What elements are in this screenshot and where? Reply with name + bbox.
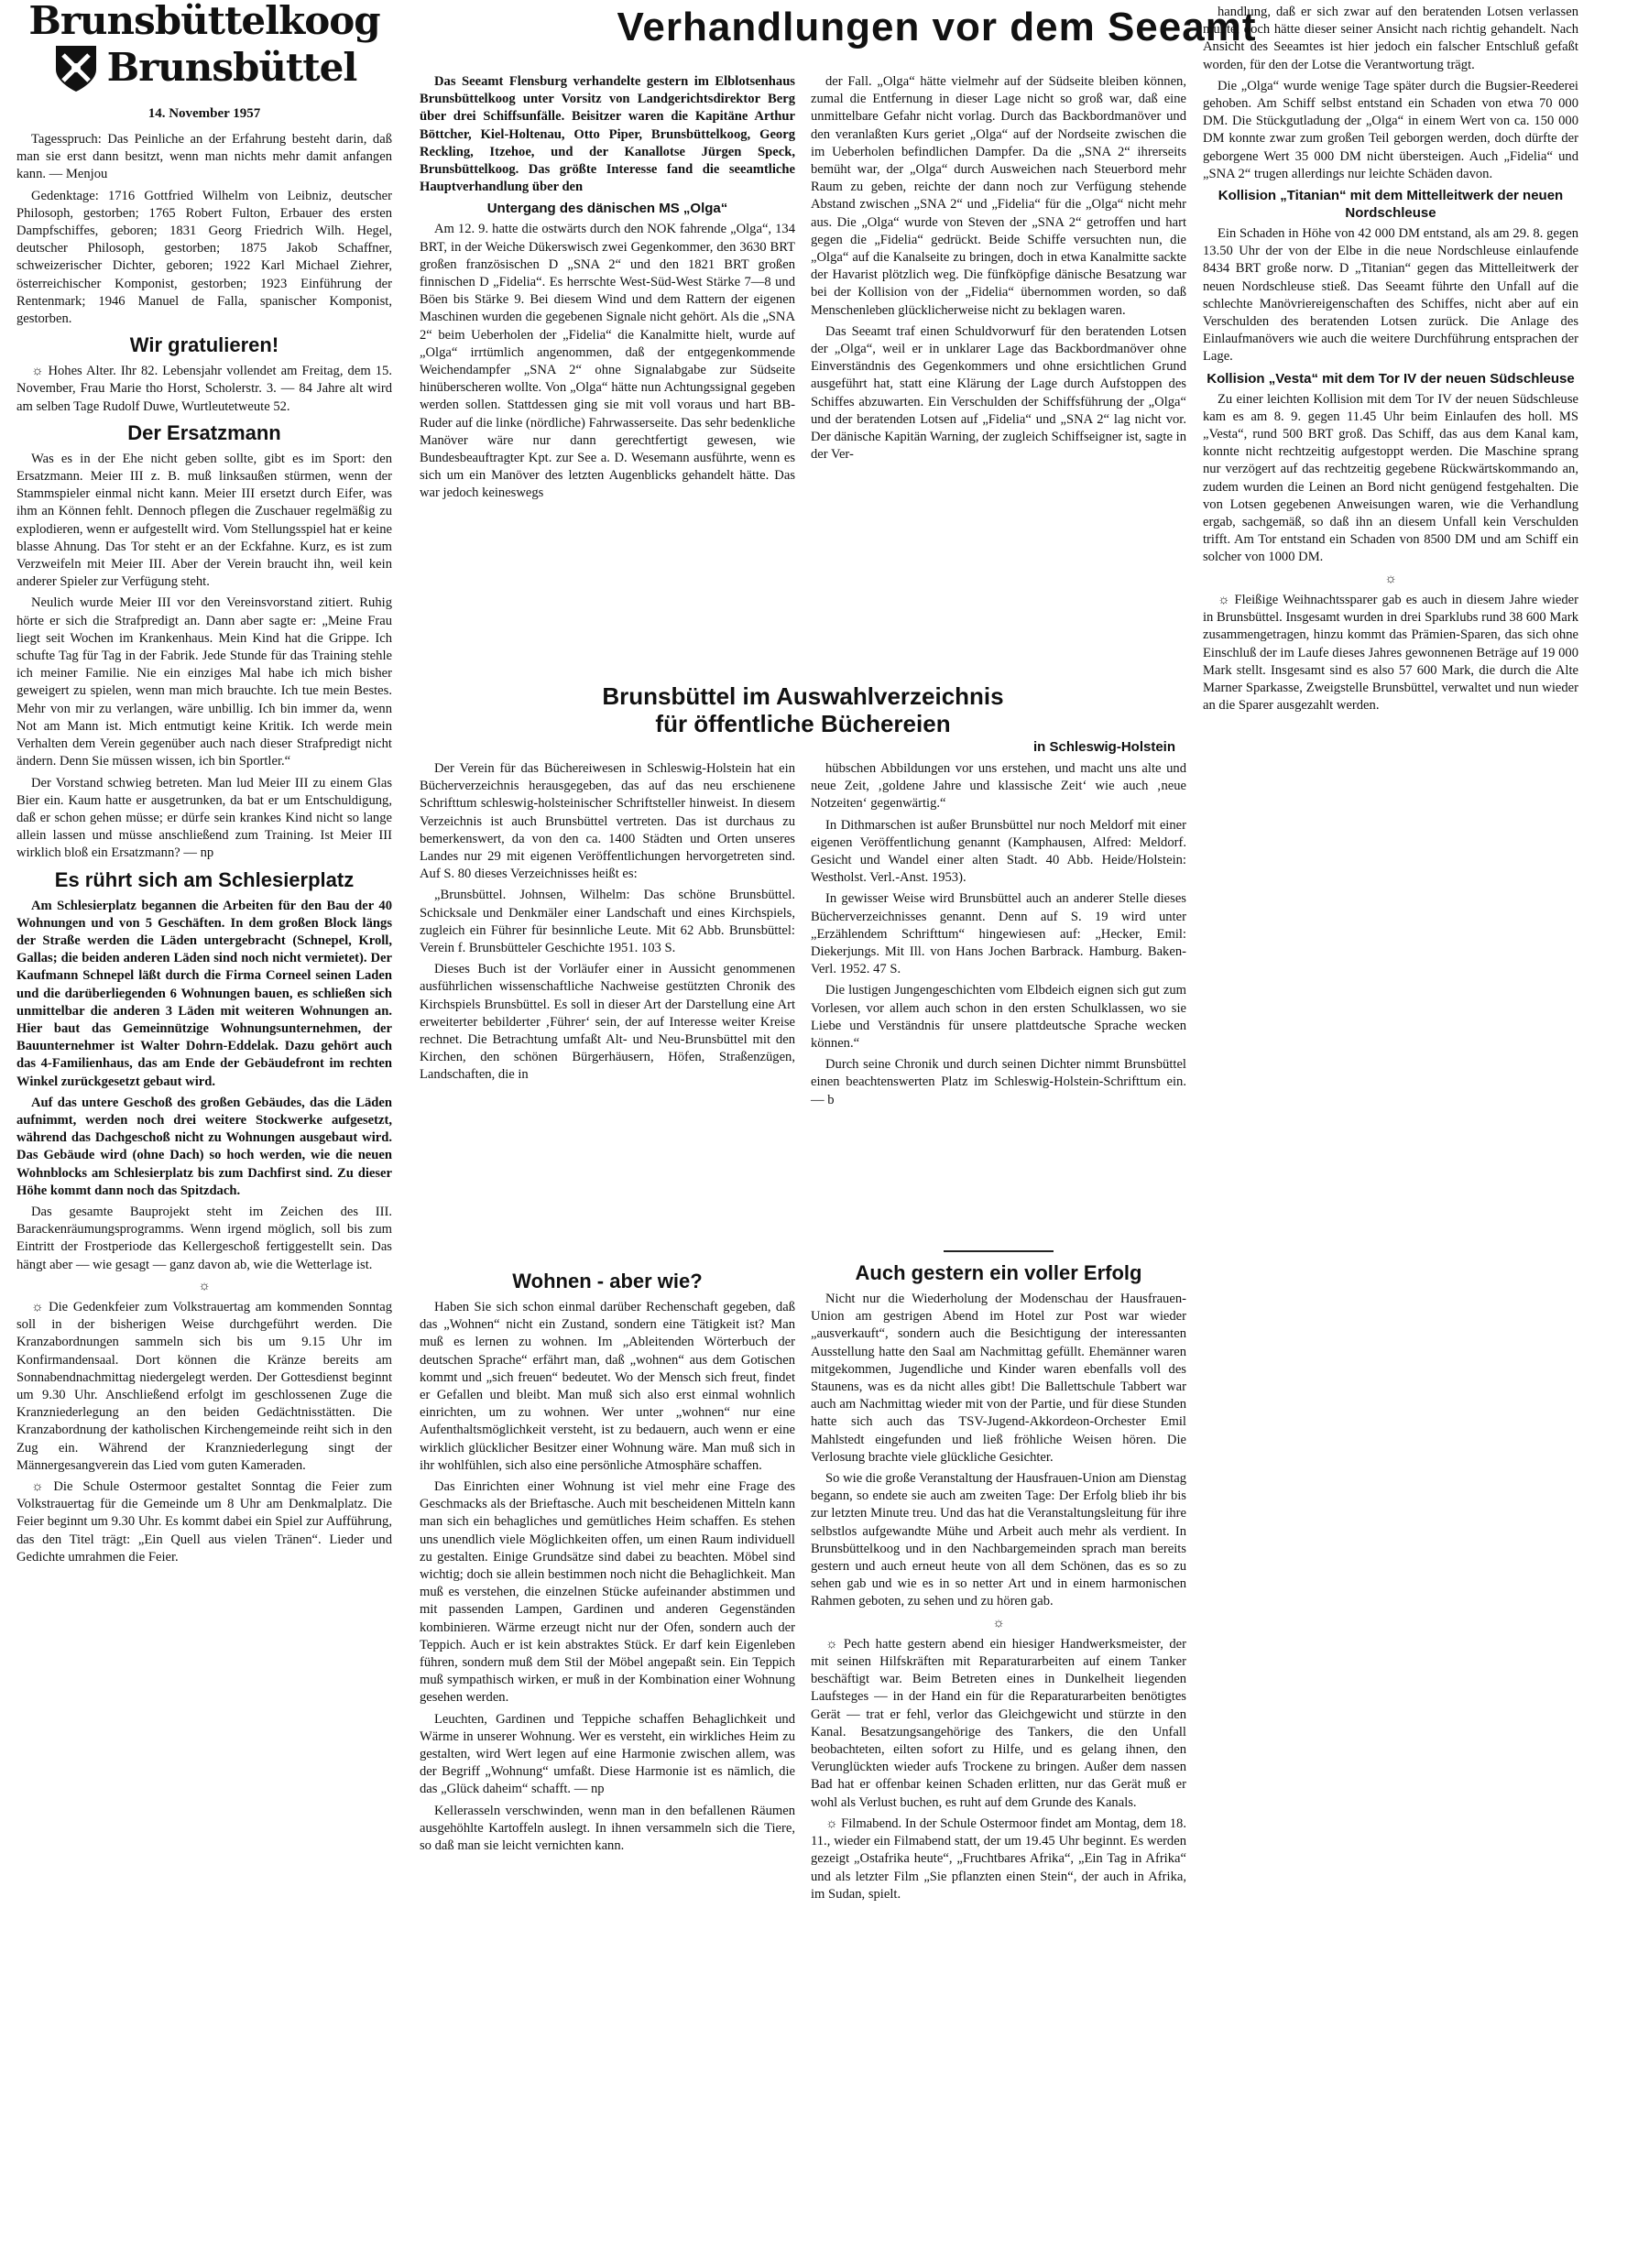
- paragraph: ☼ Filmabend. In der Schule Ostermoor findet am Montag, dem 18. 11., wieder ein Filmabend statt, der um 19.45 Uhr beginnt. Es werden gezeigt „Ostafrika heute“, „Fruchtbares Afrika“, „Ein Tag in Afrika“ und als letzter Film „Sie pflanzten einen Stein“, der auch in Afrika, im Sudan, spielt.: [811, 1815, 1186, 1902]
- erfolg-content: [811, 1291, 1186, 1903]
- paragraph: Haben Sie sich schon einmal darüber Rechenschaft gegeben, daß das „Wohnen“ nicht ein Zustand, sondern eine Tätigkeit ist? Man muß es lernen zu wohnen. Im „Ableitenden Wörterbuch der deutschen Sprache“ erfährt man, daß „wohnen“ aus dem Gotischen kommt und „sich freuen“ bedeutet. Wo der Mensch sich freut, findet er Gefallen und bleibt. Man muß sich also erst einmal wohnlich einrichten, um zu wohnen. Wer unter „wohnen“ nur eine Aufenthaltsmöglichkeit versteht, ist zu bedauern, auch wenn er eine wirklich glücklicher Besitzer einer Wohnung wäre. Man muß sich in ihr wohlfühlen, sich also eine persönliche Atmosphäre schaffen.: [420, 1300, 795, 1473]
- wohnen-content: [420, 1299, 795, 1855]
- paragraph: Das Seeamt Flensburg verhandelte gestern im Elblotsenhaus Brunsbüttelkoog unter Vorsitz von Landgerichtsdirektor Berg über drei Schiffsunfälle. Beisitzer waren die Kapitäne Arthur Böttcher, Kiel-Holtenau, Otto Piper, Brunsbüttelkoog, Georg Reckling, Itzehoe, und der Kanallotse Jürgen Speck, Brunsbüttelkoog. Das größte Interesse fand die seeamtliche Hauptverhandlung über den: [420, 74, 795, 195]
- paragraph: Die lustigen Jungengeschichten vom Elbdeich eignen sich gut zum Vorlesen, vor allem auch schon in den ersten Schulklassen, wo sie Liebe und Verständnis für unsere plattdeutsche Sprache wecken können.“: [811, 983, 1186, 1052]
- main-title: Verhandlungen vor dem Seeamt: [617, 5, 1257, 49]
- paragraph: Dieses Buch ist der Vorläufer einer in Aussicht genommenen ausführlichen wissenschaftliche Nachweise gestützten Chronik des Kirchspiels Brunsbüttel. Es soll in dieser Art der Darstellung eine Art erweiterter bebilderter ‚Führer‘ sein, der auf Interesse weiter Kreise rechnet. Die Betrachtung umfaßt Alt- und Neu-Brunsbüttel mit den Kirchen, den schönen Bürgerhäusern, Höfen, Straßenzügen, Landschaften, die in: [420, 962, 795, 1083]
- paragraph: der Fall. „Olga“ hätte vielmehr auf der Südseite bleiben können, zumal die Entfernung in dieser Lage nicht so groß war, daß eine unmittelbare Gefahr nicht vorlag. Durch das Backbordmanöver und den veranlaßten Kurs geriet „Olga“ auf der Nordseite zwischen die im Ueberholen befindlichen Dampfer. Da die „SNA 2“ ihrerseits bemüht war, der „Olga“ durch Ausweichen nach Steuerbord mehr Raum zu geben, reichte der dann noch zur Verfügung stehende Abstand zwischen „SNA 2“ und „Fidelia“ für die „Olga“ nicht mehr aus. Die „Olga“ wurde von Steven der „SNA 2“ getroffen und hart gegen die „Fidelia“ gedrückt. Beide Schiffe versuchten nun, die „Olga“ auf die Kanalseite zu bringen, doch in etwa Kanalmitte sackte der Havarist plötzlich weg. Die fünfköpfige dänische Besatzung war bei der Kollision von der „Fidelia“ übernommen worden, so daß Menschenleben glücklicherweise nicht zu beklagen waren.: [811, 74, 1186, 318]
- paragraph: ☼ Die Schule Ostermoor gestaltet Sonntag die Feier zum Volkstrauertag für die Gemeinde um 8 Uhr am Denkmalplatz. Die Feier beginnt um 9.30 Uhr. Es kommt dabei ein Spiel zur Aufführung, das den Titel trägt: „Ein Quell aus vielen Tränen“. Lieder und Gedichte umrahmen die Feier.: [16, 1479, 392, 1565]
- paragraph: Kellerasseln verschwinden, wenn man in den befallenen Räumen ausgehöhlte Kartoffeln auslegt. In ihnen versammeln sich die Tiere, so daß man sie leicht vernichten kann.: [420, 1803, 795, 1854]
- paragraph: Die „Olga“ wurde wenige Tage später durch die Bugsier-Reederei gehoben. Am Schiff selbst entstand ein Schaden von etwa 70 000 DM. Die Stückgutladung der „Olga“ in einem Wert von ca. 150 000 DM konnte zwar zum großen Teil geborgen werden, doch dürfte der geborgene Wert 35 000 DM nicht übersteigen. Auch „Fidelia“ und „SNA 2“ trugen allerdings nur leichte Schäden davon.: [1203, 78, 1578, 181]
- paragraph: Was es in der Ehe nicht geben sollte, gibt es im Sport: den Ersatzmann. Meier III z. B. muß linksaußen stürmen, wenn der Stammspieler einmal nicht kann. Meier III ersetzt durch Eifer, was ihm an Können fehlt. Dennoch pflegen die Zuschauer regelmäßig zu explodieren, wenn er aufgestellt wird. Vom Stellungsspiel hat er keine blasse Ahnung. Das Tor steht er an der Eckfahne. Kurz, es ist zum Verzweifeln mit Meier III. Aber der Verein braucht ihn, weil kein anderer Spieler zur Verfügung steht.: [16, 451, 392, 590]
- section-heading: Wir gratulieren!: [129, 333, 279, 357]
- erfolg-article: [811, 1241, 1186, 1907]
- paragraph: handlung, daß er sich zwar auf den beratenden Lotsen verlassen mußte, doch hätte dieser seiner Ansicht nach richtig gehandelt. Nach Ansicht des Seeamtes ist hier jedoch ein falscher Entschluß gefaßt worden, für den der Lotse die Verantwortung trägt.: [1203, 5, 1578, 72]
- buecher-right: [811, 760, 1186, 1113]
- wohnen-article: [420, 1264, 795, 1859]
- coat-of-arms-icon: [52, 42, 100, 93]
- paragraph: Ein Schaden in Höhe von 42 000 DM entstand, als am 29. 8. gegen 13.50 Uhr der von der Elbe in die neue Nordschleuse einlaufende 8434 BRT große norw. D „Titanian“ gegen das Mittelleitwerk der neuen Nordschleuse stieß. Das Seeamt führte den Unfall auf die schlechte Manövriereigenschaften des Schiffes, nicht aber auf ein Verschulden des beratenden Lotsen zurück. Die Anlage des Einlaufmanövers wie auch die weitere Durchführung entsprachen der Lage.: [1203, 226, 1578, 365]
- column-1: [16, 0, 392, 1570]
- paragraph: In Dithmarschen ist außer Brunsbüttel nur noch Meldorf mit einer eigenen Veröffentlichung genannt (Kamphausen, Alfred: Meldorf. Gesicht und Wandel einer alten Stadt. 40 Abb. Heide/Holstein: Westholst. Verl.-Anst. 1953).: [811, 817, 1186, 886]
- paragraph: Das gesamte Bauprojekt steht im Zeichen des III. Barackenräumungsprogramms. Wenn irgend möglich, soll bis zum Eintritt der Frostperiode das Kellergeschoß fertiggestellt sein. Das hängt aber — wie gesagt — ganz davon ab, wie die Wetterlage ist.: [16, 1204, 392, 1272]
- masthead-line-1: Brunsbüttelkoog: [28, 0, 380, 43]
- paragraph: Am 12. 9. hatte die ostwärts durch den NOK fahrende „Olga“, 134 BRT, in der Weiche Dükerswisch zwei Gegenkommer, den 3630 BRT großen französischen D „SNA 2“ und den 1821 BRT großen finnischen D „Fidelia“. Es herrschte West-Süd-West Stärke 7—8 und Böen bis Stärke 9. Bei diesem Wind und dem Rattern der eigenen Maschinen wurden die gegebenen Signale nicht gehört. Als die „SNA 2“ beim Ueberholen der „Fidelia“ die Kanalmitte hielt, wurde auf „Olga“ irrtümlich angenommen, daß der entgegenkommende Weichendampfer „SNA 2“ ohne Signalabgabe zur Südseite hinüberscheren wollte. Von „Olga“ hätte nun Achtungssignal gegeben werden sollen. Stattdessen ging sie mit voll voraus und hart BB-Ruder auf die linke (nördliche) Fahrwasserseite. Das sehr bedenkliche Manöver wäre nur dann gerechtfertigt gewesen, wie Bundesbeauftragter Kpt. zur See a. D. Wesemann ausführte, wenn es sich um ein Manöver des letzten Augenblicks gehandelt hätte. Das war jedoch keineswegs: [420, 222, 795, 501]
- column-2: [420, 73, 795, 507]
- paragraph: Zu einer leichten Kollision mit dem Tor IV der neuen Südschleuse kam es am 8. 9. gegen 11.45 Uhr beim Einlaufen des holl. MS „Vesta“, rund 500 BRT groß. Das Schiff, das aus dem Kanal kam, konnte nicht rechtzeitig aufgestoppt werden. Die Maschine sprang nur verzögert auf das rechtzeitig gegebene Rückwärtskommando an, zudem wurden die Leinen an Bord nicht genügend festgehalten. Die von Lotsen gegebenen Anweisungen waren, wie die Verhandlung ergab, sachgemäß, so daß ihn an diesem Unfall kein Verschulden trifft. Am Tor entstand ein Schaden von 8500 DM und am Schiff ein solcher von 1000 DM.: [1203, 391, 1578, 565]
- column-4-content: [1203, 4, 1578, 714]
- column-3: [811, 73, 1186, 467]
- section-heading: Untergang des dänischen MS „Olga“: [486, 201, 728, 217]
- paragraph: ☼ Die Gedenkfeier zum Volkstrauertag am kommenden Sonntag soll in der bisherigen Weise durchgeführt werden. Die Kranzabordnungen sammeln sich bis um 9.15 Uhr im Konfirmandensaal. Dort können die Kränze bereits am Sonnabendnachmittag niedergelegt werden. Der Gottesdienst beginnt um 9.30 Uhr. Anschließend erfolgt im geschlossenen Zuge die Kranzniederlegung an den beiden Gedächtnisstätten. Die Kranzabordnung der katholischen Kirchengemeinde reiht sich in den Zug ein. Während der Kranzniederlegung singt der Männergesangverein das Lied vom guten Kameraden.: [16, 1299, 392, 1473]
- separator-star-icon: ☼: [1384, 571, 1397, 586]
- section-heading: Der Ersatzmann: [127, 420, 281, 444]
- paragraph: Nicht nur die Wiederholung der Modenschau der Hausfrauen-Union am gestrigen Abend im Hotel zur Post war wieder „ausverkauft“, sondern auch die Besichtigung der interessanten Ausstellung hatte den Saal am Nachmittag gefüllt. Ehemänner waren mitgekommen, Jugendliche und Kinder waren ebenfalls voll des Staunens, was es da nicht alles gibt! Die Ballettschule Tabbert war auch am Nachmittag wieder mit von der Partie, und für diese Stunden hatte sich auch das TSV-Jugend-Akkordeon-Orchester Emil Mahlstedt eingefunden und ließ fröhliche Weisen hören. Die Verlosung brachte viele glückliche Gesichter.: [811, 1292, 1186, 1465]
- wohnen-title: Wohnen - aber wie?: [512, 1270, 703, 1292]
- paragraph: Auf das untere Geschoß des großen Gebäudes, das die Läden aufnimmt, werden noch drei weitere Stockwerke aufgesetzt, während das Dachgeschoß nicht zu Wohnungen ausgebaut wird. Das Gebäude wird (ohne Dach) so hoch werden, wie die neuen Wohnblocks am Schlesierplatz bis zum Dachfirst sind. Zu dieser Höhe kommt dann noch das Spitzdach.: [16, 1095, 392, 1198]
- paragraph: Der Vorstand schwieg betreten. Man lud Meier III zu einem Glas Bier ein. Kaum hatte er ausgetrunken, da bat er um Entschuldigung, daß er schon gehen müsse; er dürfe sein krankes Kind nicht so lange allein lassen und müsse anschließend zum Training. Ist Meier III wirklich bloß ein Ersatzmann? — np: [16, 775, 392, 861]
- paragraph: So wie die große Veranstaltung der Hausfrauen-Union am Dienstag begann, so endete sie auch am zweiten Tage: Der Erfolg blieb ihr bis zur letzten Minute treu. Und das hat die Veranstaltungsleitung für ihre selbstlos aufgewandte Mühe und Arbeit auch mehr als verdient. In Brunsbüttelkoog und in den Nachbargemeinden sprach man bereits gestern und auch erneut heute von all dem Schönen, das es so zu sehen gab und wie es in so netter Art und in einem harmonischen Rahmen geboten, zu sehen und zu hören gab.: [811, 1471, 1186, 1609]
- paragraph: ☼ Fleißige Weihnachtssparer gab es auch in diesem Jahre wieder in Brunsbüttel. Insgesamt wurden in drei Sparklubs rund 38 600 Mark zusammengetragen, hinzu kommt das Prämien-Sparen, das sich ohne Einschluß der im Laufe dieses Jahres gewonnenen Beträge auf 19 000 Mark stellt. Insgesamt sind es also 57 600 Mark, die durch die Alte Marner Sparkasse, Zweigstelle Brunsbüttel, verwaltet und nun wieder an die Sparer ausgezahlt werden.: [1203, 592, 1578, 714]
- separator-star-icon: ☼: [198, 1278, 211, 1293]
- paragraph: „Brunsbüttel. Johnsen, Wilhelm: Das schöne Brunsbüttel. Schicksale und Denkmäler einer Landschaft und eines Kirchspiels, zugleich ein Führer für besinnliche Leute. Mit 62 Abb. Brunsbüttel: Verein f. Brunsbütteler Geschichte 1951. 103 S.: [420, 888, 795, 956]
- section-heading: Es rührt sich am Schlesierplatz: [54, 867, 355, 891]
- buecher-title-1: Brunsbüttel im Auswahlverzeichnis: [602, 682, 1004, 710]
- divider-rule: [944, 1250, 1054, 1252]
- paragraph: Neulich wurde Meier III vor den Vereinsvorstand zitiert. Ruhig hörte er sich die Strafpredigt an. Dann aber sagte er: „Meine Frau liegt seit Wochen im Krankenhaus. Mein Kind hat die Grippe. Ich schufte Tag für Tag in der Fabrik. Jede Stunde für das Training stehle ich meiner Familie. Nie ein einziges Mal habe ich mich bisher geweigert zu spielen, wenn man mich brauchte. Ich tue mein Bestes. Mehr von mir zu verlangen, wäre unbillig. Ich bin immer da, wenn Not am Mann ist. Mich entmutigt keine Kritik. Ich werde mein Verhalten dem Verein gegenüber auch nach dieser Strafpredigt nicht ändern. Denn Sie müssen wissen, ich bin Sportler.“: [16, 595, 392, 769]
- masthead: [16, 0, 392, 122]
- paragraph: Leuchten, Gardinen und Teppiche schaffen Behaglichkeit und Wärme in unserer Wohnung. Wer es versteht, ein wirkliches Heim zu gestalten, wird Wert legen auf eine Harmonie zwischen allem, was der Begriff „Wohnung“ umfaßt. Diese Harmonie ist es nämlich, die das „Glück daheim“ schafft. — np: [420, 1711, 795, 1797]
- paragraph: ☼ Hohes Alter. Ihr 82. Lebensjahr vollendet am Freitag, dem 15. November, Frau Marie tho Horst, Scholerstr. 3. — 84 Jahre alt wird am selben Tage Rudolf Duwe, Wurtleutetweute 52.: [16, 364, 392, 414]
- separator-star-icon: ☼: [992, 1615, 1005, 1630]
- paragraph: Das Einrichten einer Wohnung ist viel mehr eine Frage des Geschmacks als der Brieftasche. Auch mit bescheidenen Mitteln kann man sich ein behagliches und gemütliches Heim schaffen. Es stehen uns unendlich viele Möglichkeiten offen, um einen Raum individuell zu gestalten. Einige Grundsätze sind dabei zu beachten. Möbel sind wichtig; doch sie allein bestimmen noch nicht die Behaglichkeit. Man muß es verstehen, die einzelnen Stücke aufeinander abstimmen und mit passenden Lampen, Gardinen und anderen Gegenständen kombinieren. Wärme erzeugt nicht nur der Ofen, sondern auch der Teppich. Auch er ist kein abstraktes Stück. Er darf kein Eigenleben führen, sondern muß dem Stil der Möbel angepaßt sein. Ein Teppich muß sympathisch wirken, er muß in der Kombination einer Wohnung gesehen werden.: [420, 1479, 795, 1706]
- paragraph: Am Schlesierplatz begannen die Arbeiten für den Bau der 40 Wohnungen und von 5 Geschäften. In dem großen Block längs der Straße werden die Läden untergebracht (Schnepel, Kroll, Gallas; die beiden anderen Läden sind noch nicht vermietet). Der Kaufmann Schnepel läßt durch die Firma Corneel seinen Laden und die darüberliegenden 6 Wohnungen bauen, es schließen sich unmittelbar die anderen 3 Läden mit weiteren Wohnungen an. Hier baut das Gemeinnützige Wohnungsunternehmen, der Bauunternehmer ist Walter Dohrn-Eddelak. Dazu gehört auch das 4-Familienhaus, das am Ende der Gebäudefront im rechten Winkel zurückgesetzt gebaut wird.: [16, 898, 392, 1089]
- paragraph: ☼ Pech hatte gestern abend ein hiesiger Handwerksmeister, der mit seinen Hilfskräften mit Reparaturarbeiten auf einem Tanker beschäftigt war. Beim Betreten eines in Dunkelheit liegenden Laufsteges — in der Hand ein für die Reparaturarbeiten benötigtes Gerät — trat er fehl, verlor das Gleichgewicht und stürzte in den Kanal. Besatzungsangehörige des Tankers, die den Unfall beobachteten, eilten sofort zu Hilfe, und es gelang ihnen, den Verunglückten wieder aufs Trockene zu bringen. Außer dem nassen Bad hat er offenbar keinen Schaden erlitten, nur das Gerät muß er wohl als Verlust buchen, es ruht auf dem Grunde des Kanals.: [811, 1636, 1186, 1810]
- section-heading: Kollision „Vesta“ mit dem Tor IV der neuen Südschleuse: [1207, 370, 1575, 387]
- column-3-content: [811, 73, 1186, 463]
- paragraph: Das Seeamt traf einen Schuldvorwurf für den beratenden Lotsen der „Olga“, weil er in unklarer Lage das Backbordmanöver ohne Einverständnis des Gegenkommers und ohne ersichtlichen Grund ausgeführt hat, statt eine Klärung der Lage durch Aufstoppen des Schiffes abzuwarten. Ein Verschulden der Schiffsführung der „Olga“ und der beratenden Lotsen auf „Fidelia“ und „SNA 2“ lag nicht vor. Der dänische Kapitän Warning, der zugleich Schiffseigner ist, sagte in der Ver-: [811, 323, 1186, 463]
- paragraph: Tagesspruch: Das Peinliche an der Erfahrung besteht darin, daß man sie erst dann besitzt, wenn man nichts mehr damit anfangen kann. — Menjou: [16, 132, 392, 182]
- column-1-content: [16, 131, 392, 1566]
- buecher-left: [420, 760, 795, 1113]
- paragraph: In gewisser Weise wird Brunsbüttel auch an anderer Stelle dieses Bücherverzeichnisses genannt. Denn auf S. 19 wird unter „Erzählendem Schrifttum“ hingewiesen auf: „Hecker, Emil: Diekerjungs. Mit Ill. von Hans Jochen Barbrack. Hamburg. Baken-Verl. 1952. 47 S.: [811, 891, 1186, 977]
- buecher-title-2: für öffentliche Büchereien: [655, 710, 951, 737]
- buecher-article: [420, 682, 1186, 1113]
- buecher-subtitle: in Schleswig-Holstein: [1032, 739, 1175, 755]
- paragraph: Gedenktage: 1716 Gottfried Wilhelm von Leibniz, deutscher Philosoph, gestorben; 1765 Robert Fulton, Erbauer des ersten Dampfschiffes, geboren; 1831 Georg Friedrich Wilh. Hegel, deutscher Philosoph, gestorben; 1875 Jakob Schaffner, schweizerischer Dichter, geboren; 1922 Karl Michael Ziehrer, österreichischer Komponist, gestorben; 1923 Einführung der Rentenmark; 1946 Manuel de Falla, spanischer Komponist, gestorben.: [16, 188, 392, 327]
- column-2-content: [420, 73, 795, 503]
- paragraph: Durch seine Chronik und durch seinen Dichter nimmt Brunsbüttel einen beachtenswerten Platz im Schleswig-Holstein-Schrifttum ein. — b: [811, 1057, 1186, 1107]
- paragraph: hübschen Abbildungen vor uns erstehen, und macht uns alte und neue Zeit, ‚goldene Jahre und klassische Zeit‘ wie auch ‚neue Notzeiten‘ gegenwärtig.“: [811, 761, 1186, 812]
- column-4: [1203, 4, 1578, 718]
- erfolg-title: Auch gestern ein voller Erfolg: [855, 1261, 1142, 1284]
- masthead-line-2: Brunsbüttel: [106, 45, 357, 90]
- paragraph: Der Verein für das Büchereiwesen in Schleswig-Holstein hat ein Bücherverzeichnis herausgegeben, das auf das neu erschienene Schrifttum schleswig-holsteinischer Schriftsteller hinweist. In diesem Verzeichnis ist auch Brunsbüttel vertreten. Das ist durchaus zu bemerkenswert, da von den ca. 1400 Städten und Orten unseres Landes nur 29 mit eigenen Veröffentlichungen hervorgetreten sind. Auf S. 80 dieses Verzeichnisses heißt es:: [420, 761, 795, 882]
- section-heading: Kollision „Titanian“ mit dem Mittelleitwerk der neuen Nordschleuse: [1218, 188, 1564, 222]
- issue-date: 14. November 1957: [147, 106, 261, 121]
